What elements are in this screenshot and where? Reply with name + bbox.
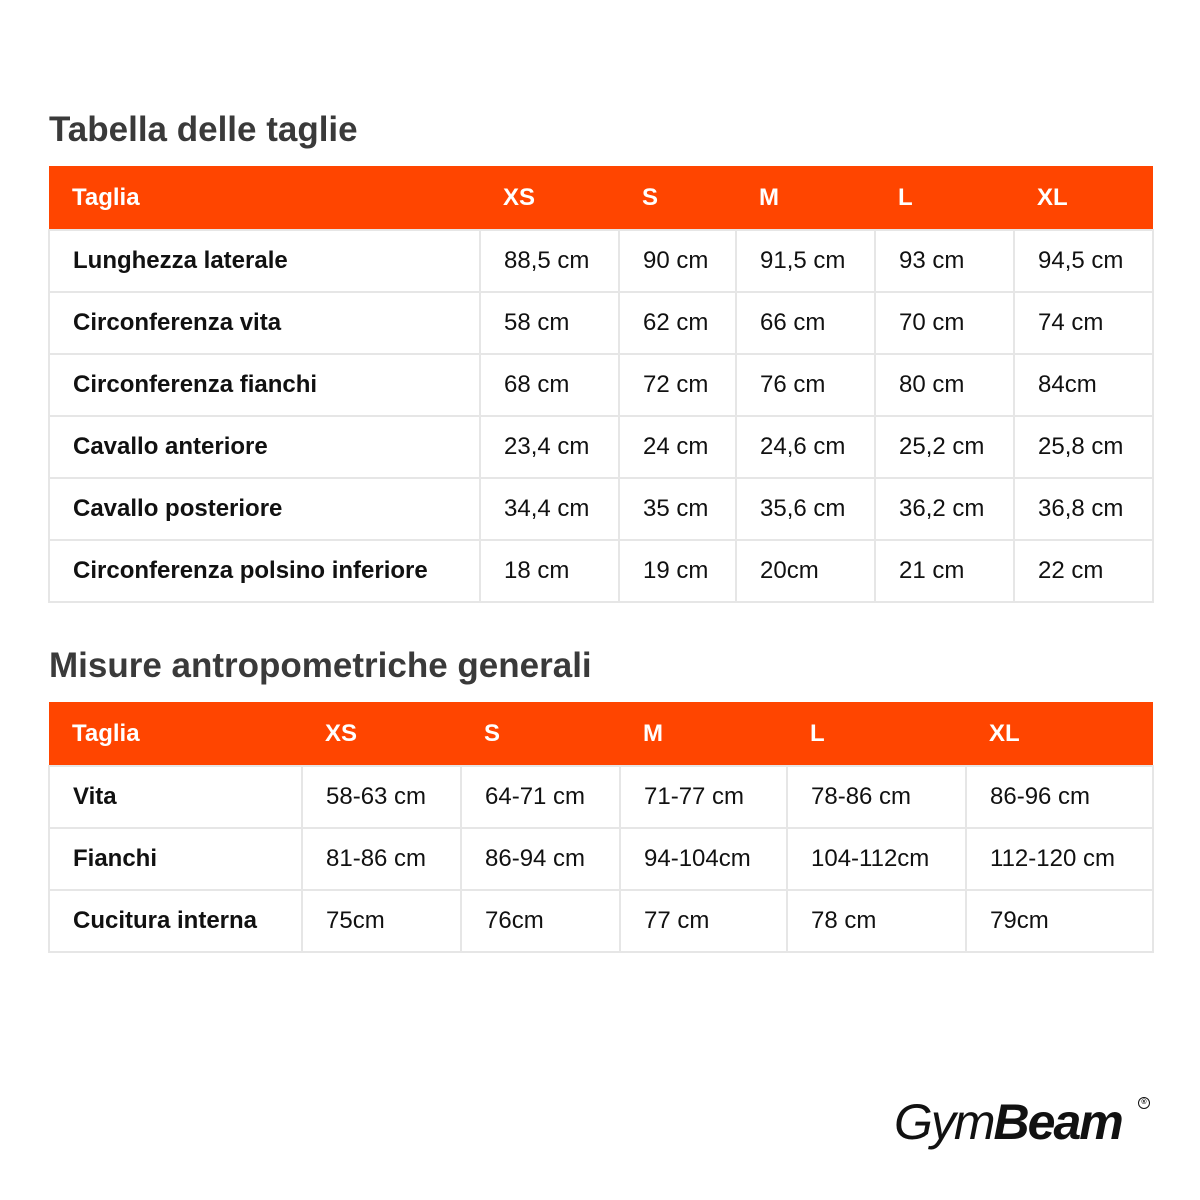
table-cell: 79cm [966,890,1153,952]
header-cell-xl: XL [1014,166,1153,230]
table-cell: 62 cm [619,292,736,354]
row-label: Circonferenza polsino inferiore [49,540,480,602]
table-cell: 86-96 cm [966,766,1153,828]
table-cell: 94-104cm [620,828,787,890]
table-cell: 81-86 cm [302,828,461,890]
table-cell: 24 cm [619,416,736,478]
table-cell: 19 cm [619,540,736,602]
table-cell: 93 cm [875,230,1014,292]
table-row [49,292,1153,354]
table-cell: 70 cm [875,292,1014,354]
table-cell: 75cm [302,890,461,952]
row-label: Circonferenza vita [49,292,480,354]
header-cell-xs: XS [480,166,619,230]
table-cell: 35,6 cm [736,478,875,540]
table-row [49,890,1153,952]
table-cell: 34,4 cm [480,478,619,540]
table-cell: 36,8 cm [1014,478,1153,540]
row-label: Lunghezza laterale [49,230,480,292]
table-cell: 78 cm [787,890,966,952]
table-row [49,540,1153,602]
logo-text-gym: Gym [894,1094,994,1150]
table-cell: 74 cm [1014,292,1153,354]
table-cell: 112-120 cm [966,828,1153,890]
header-cell-l: L [875,166,1014,230]
table-cell: 36,2 cm [875,478,1014,540]
table-row [49,354,1153,416]
table-row [49,828,1153,890]
table-cell: 58 cm [480,292,619,354]
row-label: Vita [49,766,302,828]
header-cell-s: S [461,702,620,766]
table-cell: 68 cm [480,354,619,416]
row-label: Cucitura interna [49,890,302,952]
table-cell: 104-112cm [787,828,966,890]
header-cell-s: S [619,166,736,230]
table-cell: 86-94 cm [461,828,620,890]
table-cell: 78-86 cm [787,766,966,828]
table-cell: 94,5 cm [1014,230,1153,292]
table-cell: 21 cm [875,540,1014,602]
header-cell-xl: XL [966,702,1153,766]
table-cell: 84cm [1014,354,1153,416]
table-cell: 76cm [461,890,620,952]
table-cell: 77 cm [620,890,787,952]
anthropometric-title: Misure antropometriche generali [49,646,592,685]
table-cell: 24,6 cm [736,416,875,478]
table-row [49,416,1153,478]
size-chart-title: Tabella delle taglie [49,110,358,149]
header-cell-m: M [620,702,787,766]
table-cell: 66 cm [736,292,875,354]
row-label: Cavallo posteriore [49,478,480,540]
table-cell: 88,5 cm [480,230,619,292]
table-cell: 80 cm [875,354,1014,416]
table-row [49,478,1153,540]
table-header-row [49,702,1153,766]
table-cell: 72 cm [619,354,736,416]
table-cell: 18 cm [480,540,619,602]
table-cell: 91,5 cm [736,230,875,292]
logo-text-beam: Beam [993,1094,1122,1150]
header-cell-xs: XS [302,702,461,766]
table-cell: 64-71 cm [461,766,620,828]
table-cell: 23,4 cm [480,416,619,478]
header-cell-size: Taglia [49,166,480,230]
table-cell: 22 cm [1014,540,1153,602]
row-label: Fianchi [49,828,302,890]
row-label: Cavallo anteriore [49,416,480,478]
table-cell: 35 cm [619,478,736,540]
row-label: Circonferenza fianchi [49,354,480,416]
table-cell: 76 cm [736,354,875,416]
size-chart-table [48,166,1154,603]
header-cell-size: Taglia [49,702,302,766]
table-cell: 20cm [736,540,875,602]
table-row [49,230,1153,292]
gymbeam-logo [894,1093,1154,1157]
table-cell: 58-63 cm [302,766,461,828]
table-cell: 25,8 cm [1014,416,1153,478]
table-header-row [49,166,1153,230]
table-cell: 71-77 cm [620,766,787,828]
anthropometric-table [48,702,1154,953]
header-cell-m: M [736,166,875,230]
table-row [49,766,1153,828]
header-cell-l: L [787,702,966,766]
table-cell: 90 cm [619,230,736,292]
registered-mark-icon: ® [1138,1097,1150,1109]
table-cell: 25,2 cm [875,416,1014,478]
